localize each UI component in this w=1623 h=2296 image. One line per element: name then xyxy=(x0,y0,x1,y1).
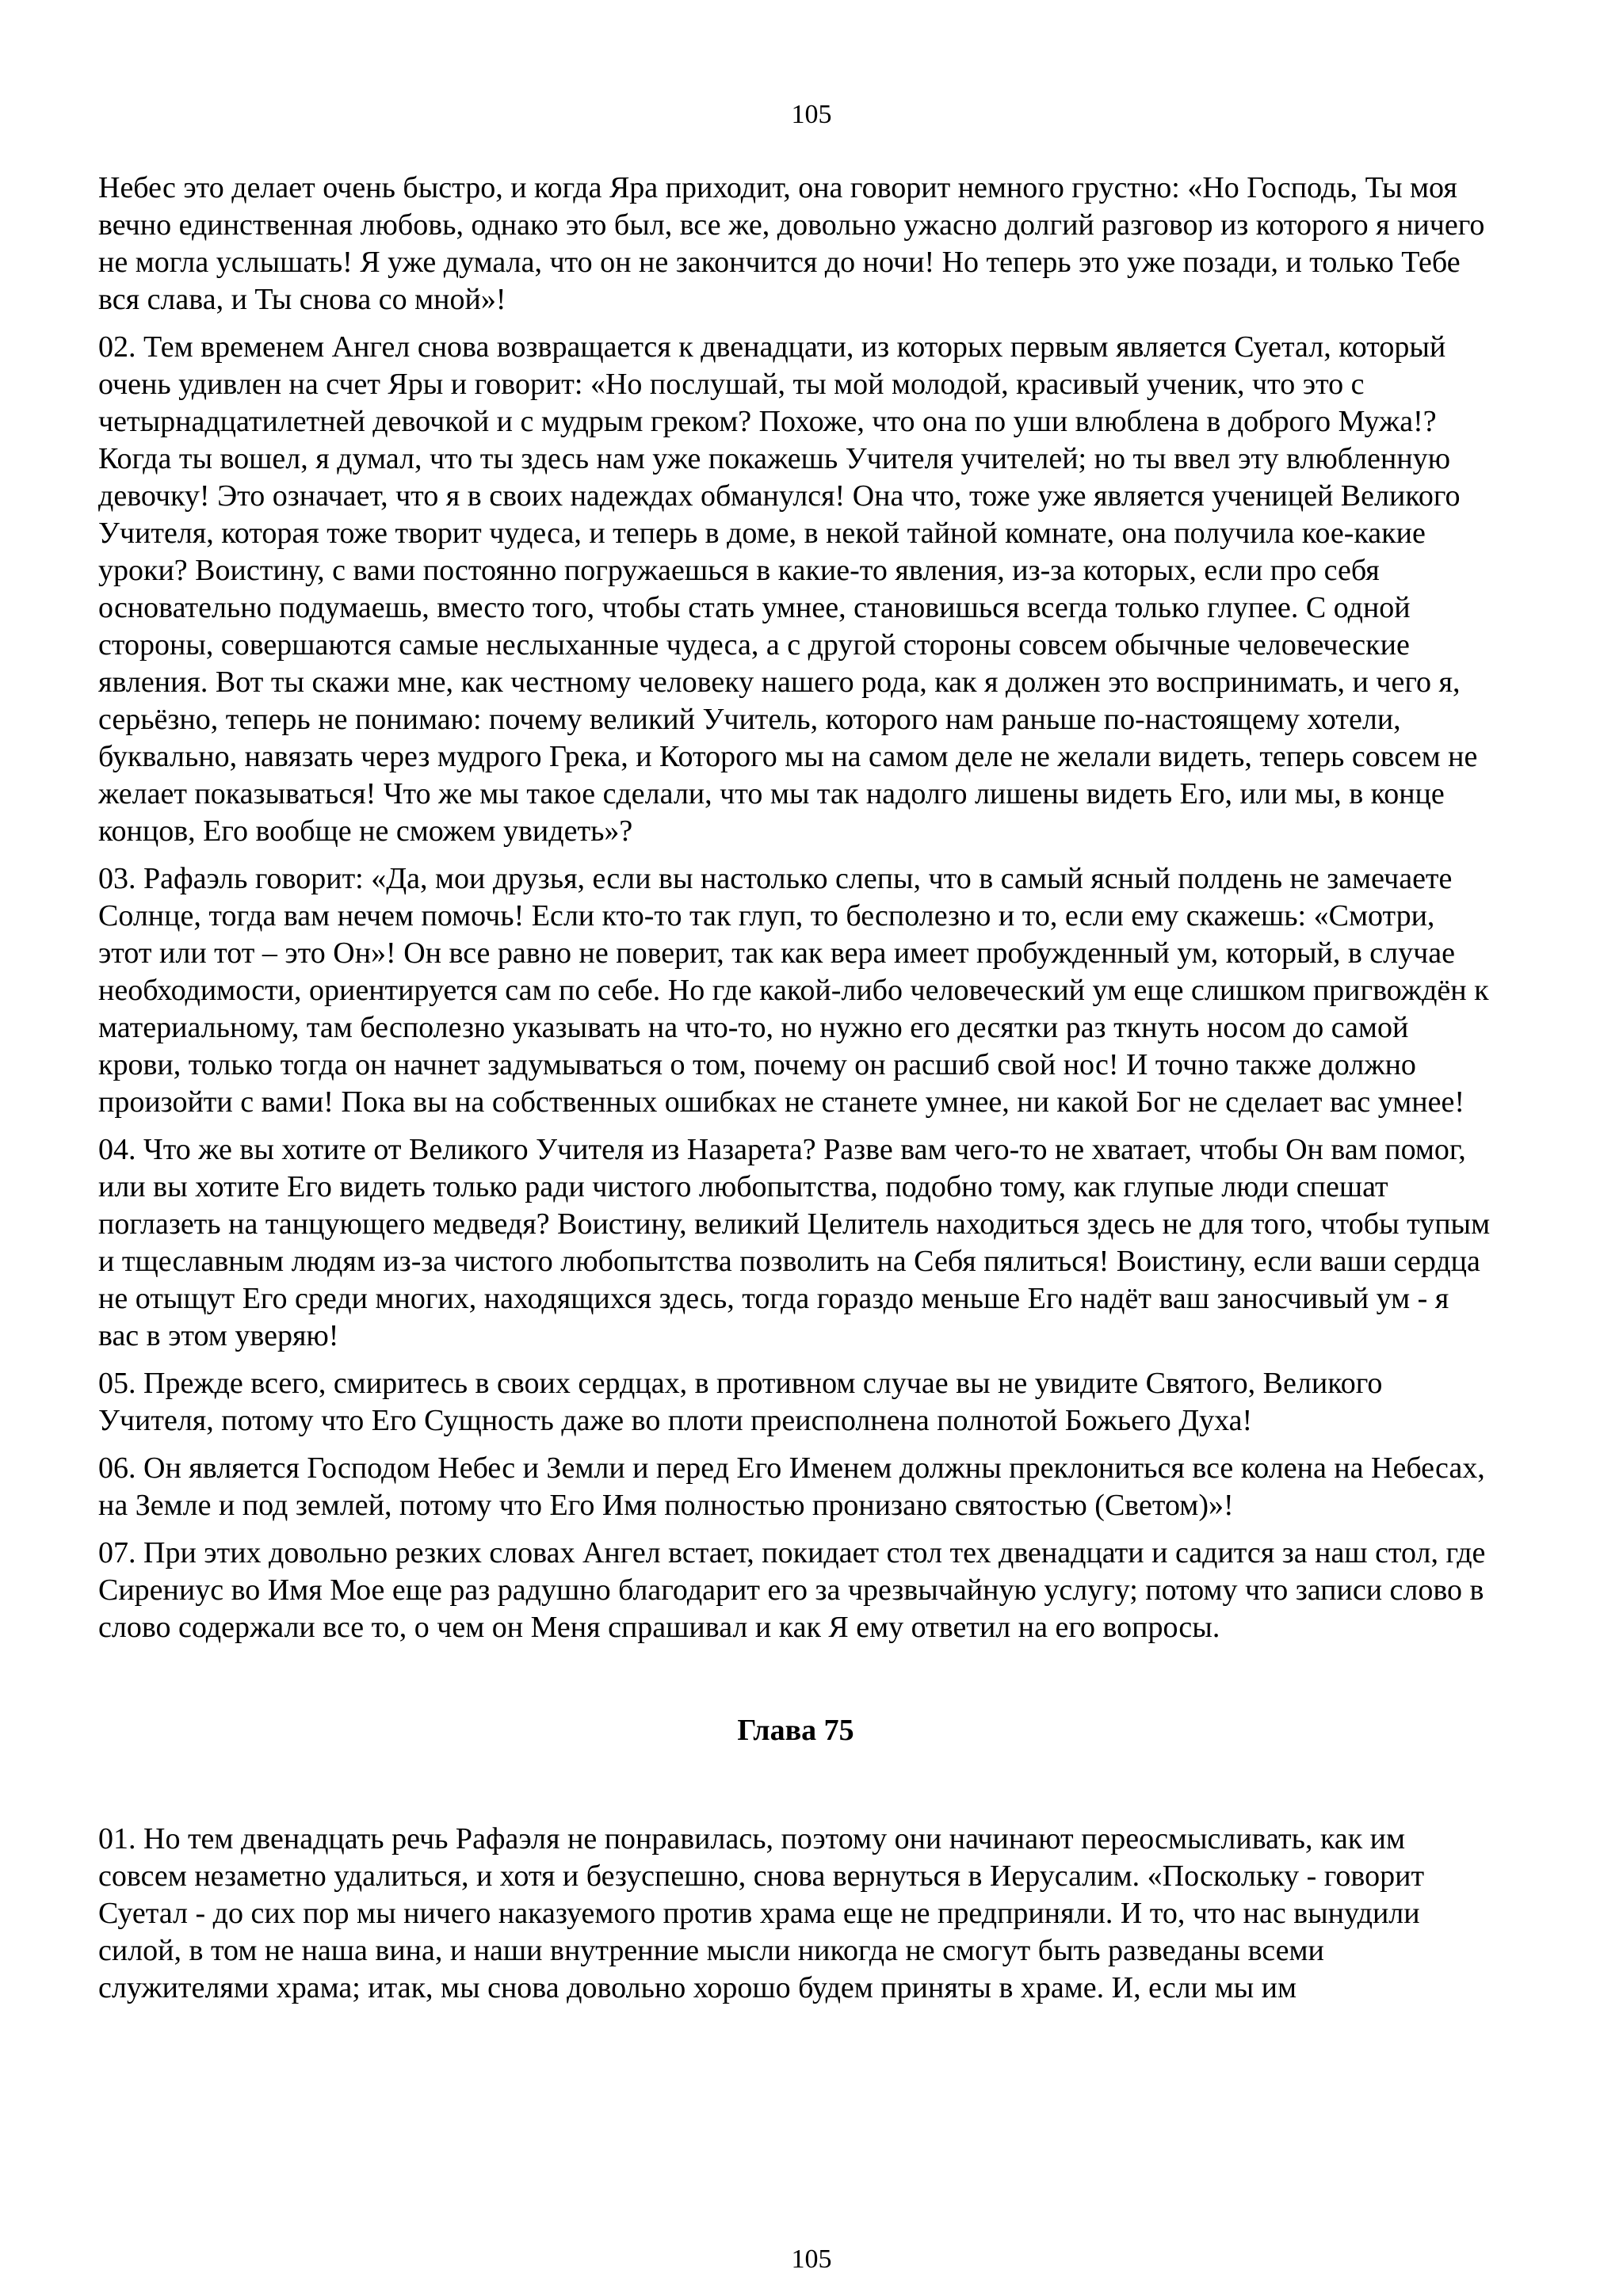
paragraph-07: 07. При этих довольно резких словах Ангел встает, покидает стол тех двенадцати и садится за наш стол, где Сирениус во Имя Мое еще раз радушно благодарит его за чрезвычайную услугу; потому что записи слово в слово содержали все то, о чем он Меня спрашивал и как Я ему ответил на его вопросы. xyxy=(98,1536,1486,1644)
page-number-top: 105 xyxy=(791,100,832,129)
chapter-heading: Глава 75 xyxy=(737,1714,854,1747)
page-number-bottom: 105 xyxy=(791,2245,832,2274)
paragraph-03: 03. Рафаэль говорит: «Да, мои друзья, если вы настолько слепы, что в самый ясный полдень не замечаете Солнце, тогда вам нечем помочь! Если кто-то так глуп, то бесполезно и то, если ему скажешь: «Смотри, этот или тот – это Он»! Он все равно не поверит, так как вера имеет пробужденный ум, который, в случае необходимости, ориентируется сам по себе. Но где какой-либо человеческий ум еще слишком пригвождён к материальному, там бесполезно указывать на что-то, но нужно его десятки раз ткнуть носом до самой крови, только тогда он начнет задумываться о том, почему он расшиб свой нос! И точно также должно произойти с вами! Пока вы на собственных ошибках не станете умнее, ни какой Бог не сделает вас умнее! xyxy=(98,862,1489,1119)
chapter-paragraph-01: 01. Но тем двенадцать речь Рафаэля не понравилась, поэтому они начинают переосмысливать, как им совсем незаметно удалиться, и хотя и безуспешно, снова вернуться в Иерусалим. «Поскольку - говорит Суетал - до сих пор мы ничего наказуемого против храма еще не предприняли. И то, что нас вынудили силой, в том не наша вина, и наши внутренние мысли никогда не смогут быть разведаны всеми служителями храма; итак, мы снова довольно хорошо будем приняты в храме. И, если мы им xyxy=(98,1822,1425,2004)
paragraph-04: 04. Что же вы хотите от Великого Учителя из Назарета? Разве вам чего-то не хватает, чтобы Он вам помог, или вы хотите Его видеть только ради чистого любопытства, подобно тому, как глупые люди спешат поглазеть на танцующего медведя? Воистину, великий Целитель находиться здесь не для того, чтобы тупым и тщеславным людям из-за чистого любопытства позволить на Себя пялиться! Воистину, если ваши сердца не отыщут Его среди многих, находящихся здесь, тогда гораздо меньше Его надёт ваш заносчивый ум - я вас в этом уверяю! xyxy=(98,1133,1491,1352)
paragraph-continuation: Небес это делает очень быстро, и когда Яра приходит, она говорит немного грустно: «Но Господь, Ты моя вечно единственная любовь, однако это был, все же, довольно ужасно долгий разговор из которого я ничего не могла услышать! Я уже думала, что он не закончится до ночи! Но теперь это уже позади, и только Тебе вся слава, и Ты снова со мной»! xyxy=(98,171,1485,316)
paragraph-05: 05. Прежде всего, смиритесь в своих сердцах, в противном случае вы не увидите Святого, Великого Учителя, потому что Его Сущность даже во плоти преисполнена полнотой Божьего Духа! xyxy=(98,1367,1383,1437)
paragraph-06: 06. Он является Господом Небес и Земли и перед Его Именем должны преклониться все колена на Небесах, на Земле и под землей, потому что Его Имя полностью пронизано святостью (Светом)»! xyxy=(98,1451,1485,1522)
paragraph-02: 02. Тем временем Ангел снова возвращается к двенадцати, из которых первым является Суетал, который очень удивлен на счет Яры и говорит: «Но послушай, ты мой молодой, красивый ученик, что это с четырнадцатилетней девочкой и с мудрым греком? Похоже, что она по уши влюблена в доброго Мужа!? Когда ты вошел, я думал, что ты здесь нам уже покажешь Учителя учителей; но ты ввел эту влюбленную девочку! Это означает, что я в своих надеждах обманулся! Она что, тоже уже является ученицей Великого Учителя, которая тоже творит чудеса, и теперь в доме, в некой тайной комнате, она получила кое-какие уроки? Воистину, с вами постоянно погружаешься в какие-то явления, из-за которых, если про себя основательно подумаешь, вместо того, чтобы стать умнее, становишься всегда только глупее. С одной стороны, совершаются самые неслыханные чудеса, а с другой стороны совсем обычные человеческие явления. Вот ты скажи мне, как честному человеку нашего рода, как я должен это воспринимать, и чего я, серьёзно, теперь не понимаю: почему великий Учитель, которого нам раньше по-настоящему хотели, буквально, навязать через мудрого Грека, и Которого мы на самом деле не желали видеть, теперь совсем не желает показываться! Что же мы такое сделали, что мы так надолго лишены видеть Его, или мы, в конце концов, Его вообще не сможем увидеть»? xyxy=(98,330,1478,848)
document-body xyxy=(98,170,1493,2017)
